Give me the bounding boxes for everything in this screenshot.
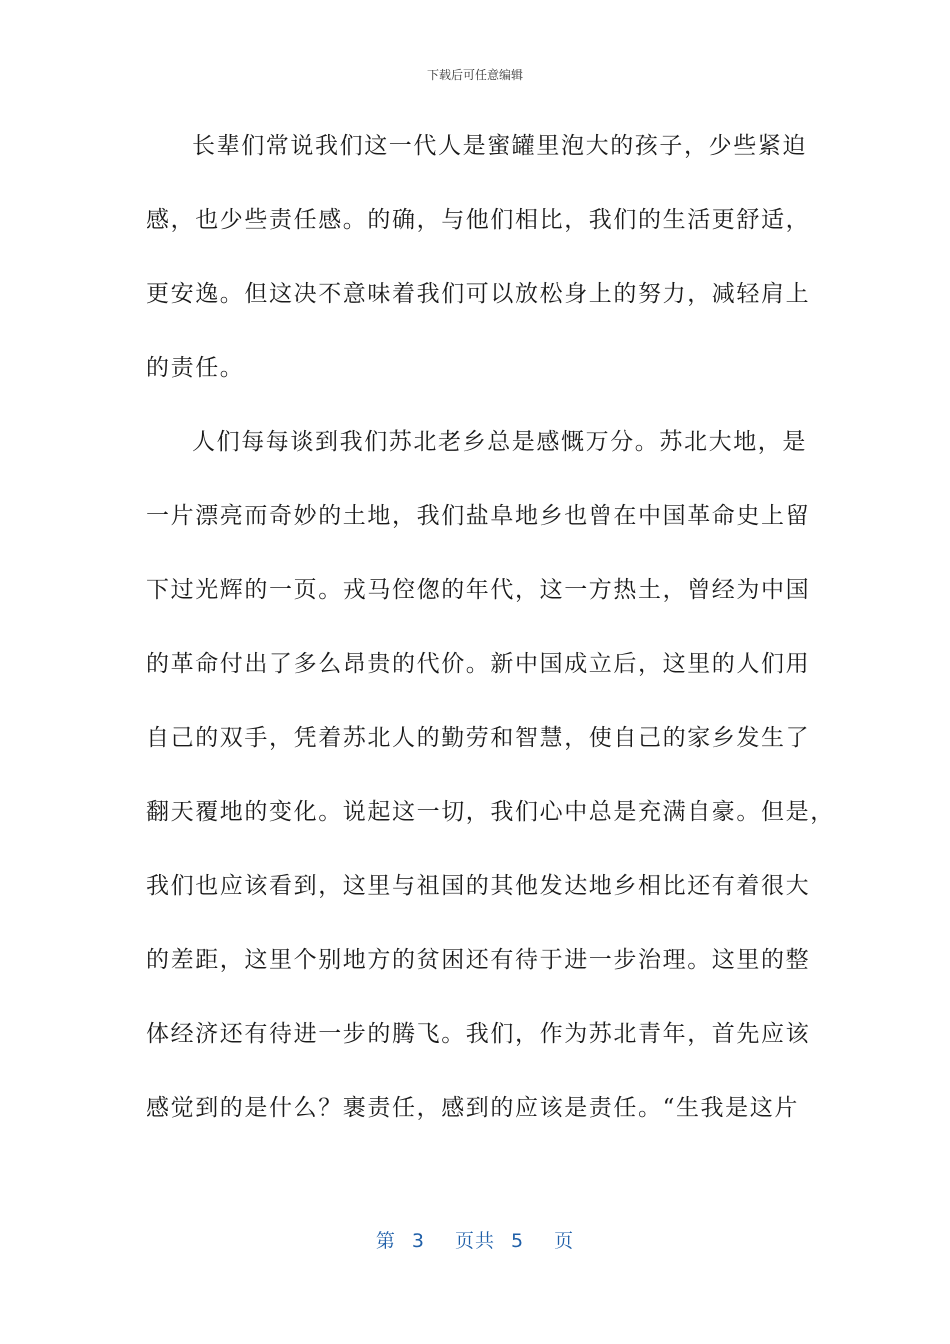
paragraph-2-line-10: 感觉到的是什么？裹责任，感到的应该是责任。“生我是这片 [146,1095,799,1121]
paragraph-1-line-3: 更安逸。但这决不意味着我们可以放松身上的努力，减轻肩上 [146,281,811,307]
paragraph-2-line-7: 我们也应该看到，这里与祖国的其他发达地乡相比还有着很大 [146,873,811,899]
document-body [146,128,835,1164]
paragraph-2-line-1: 人们每每谈到我们苏北老乡总是感慨万分。苏北大地，是 [192,429,807,455]
page-header: 下载后可任意编辑 [426,68,523,82]
footer-middle: 页共 [454,1230,495,1252]
paragraph-2-line-3: 下过光辉的一页。戎马倥偬的年代，这一方热土，曾经为中国 [146,577,811,603]
paragraph-2-line-6: 翻天覆地的变化。说起这一切，我们心中总是充满自豪。但是， [146,799,835,825]
paragraph-1-line-1: 长辈们常说我们这一代人是蜜罐里泡大的孩子，少些紧迫 [192,133,807,159]
paragraph-1-line-4: 的责任。 [146,355,245,381]
footer-prefix: 第 [375,1230,396,1252]
footer-suffix: 页 [554,1230,575,1252]
paragraph-2-line-2: 一片漂亮而奇妙的土地，我们盐阜地乡也曾在中国革命史上留 [146,503,811,529]
footer-total-pages: 5 [511,1230,525,1252]
footer-current-page: 3 [411,1230,425,1252]
paragraph-2-line-4: 的革命付出了多么昂贵的代价。新中国成立后，这里的人们用 [146,651,811,677]
page-footer [0,1226,950,1253]
paragraph-1-line-2: 感，也少些责任感。的确，与他们相比，我们的生活更舒适， [146,207,811,233]
paragraph-2-line-8: 的差距，这里个别地方的贫困还有待于进一步治理。这里的整 [146,947,811,973]
paragraph-2-line-5: 自己的双手，凭着苏北人的勤劳和智慧，使自己的家乡发生了 [146,725,811,751]
paragraph-2-line-9: 体经济还有待进一步的腾飞。我们，作为苏北青年，首先应该 [146,1021,811,1047]
